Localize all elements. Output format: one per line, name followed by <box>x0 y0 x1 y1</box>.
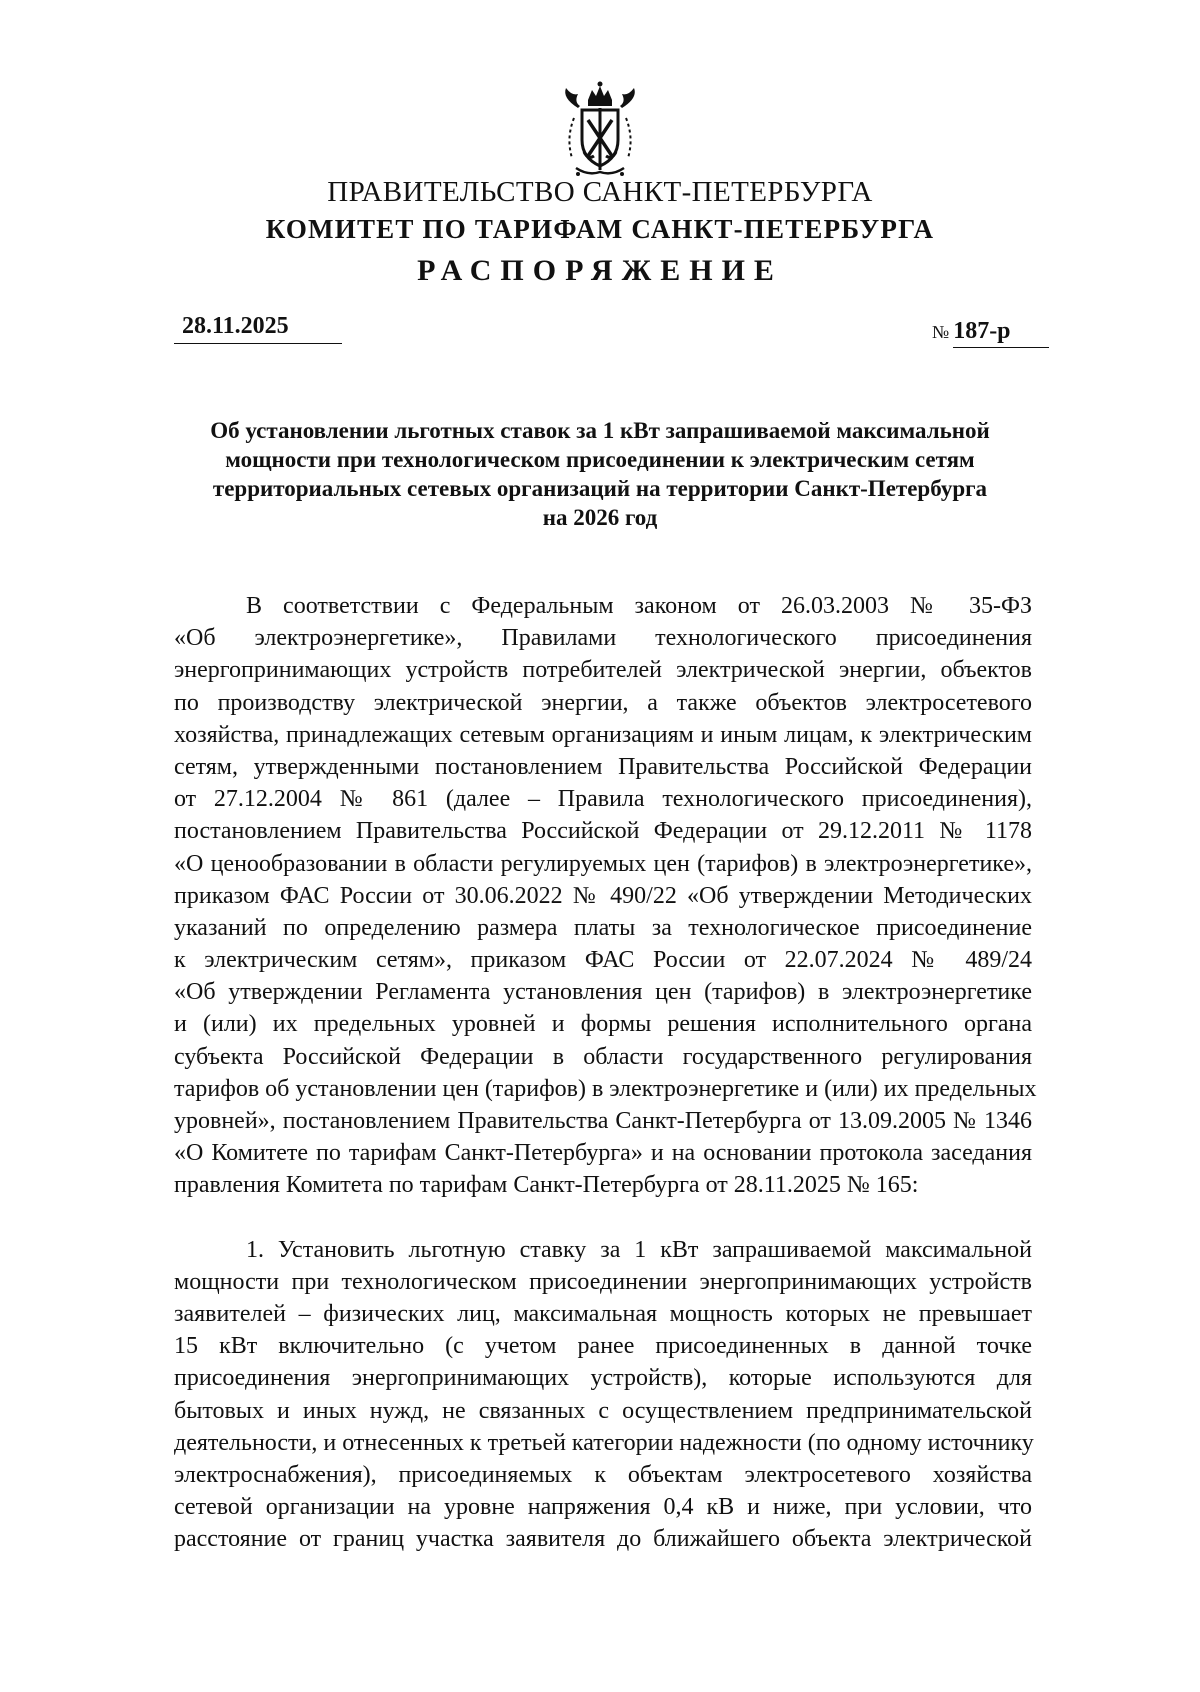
item1-line: деятельности, и отнесенных к третьей категории надежности (по одному источнику <box>174 1429 1034 1456</box>
item1-line: 1. Установить льготную ставку за 1 кВт запрашиваемой максимальной <box>246 1236 1032 1263</box>
preamble-line: указаний по определению размера платы за технологическое присоединение <box>174 914 1032 941</box>
preamble-line: по производству электрической энергии, а также объектов электросетевого <box>174 689 1032 716</box>
committee-name: КОМИТЕТ ПО ТАРИФАМ САНКТ-ПЕТЕРБУРГА <box>265 214 935 244</box>
preamble-line: правления Комитета по тарифам Санкт-Петербурга от 28.11.2025 № 165: <box>174 1172 919 1199</box>
st-petersburg-coat-of-arms-emblem <box>548 78 652 182</box>
preamble-line: В соответствии с Федеральным законом от 26.03.2003 № 35-ФЗ <box>246 593 1032 619</box>
preamble-line: хозяйства, принадлежащих сетевым организациям и иным лицам, к электрическим <box>174 721 1032 748</box>
item1-line: присоединения энергопринимающих устройств), которые используются для <box>174 1365 1032 1392</box>
preamble-line: к электрическим сетям», приказом ФАС России от 22.07.2024 № 489/24 <box>174 947 1032 974</box>
item1-line: расстояние от границ участка заявителя до ближайшего объекта электрической <box>174 1526 1032 1553</box>
item1-line: электроснабжения), присоединяемых к объектам электросетевого хозяйства <box>174 1461 1032 1488</box>
preamble-line: сетям, утвержденными постановлением Правительства Российской Федерации <box>174 753 1032 780</box>
preamble-line: от 27.12.2004 № 861 (далее – Правила технологического присоединения), <box>174 786 1032 813</box>
item1-line: бытовых и иных нужд, не связанных с осуществлением предпринимательской <box>174 1397 1032 1424</box>
number-sign: № <box>932 322 950 342</box>
preamble-line: энергопринимающих устройств потребителей электрической энергии, объектов <box>174 657 1032 684</box>
preamble-line: и (или) их предельных уровней и формы решения исполнительного органа <box>174 1011 1032 1038</box>
preamble-line: «О Комитете по тарифам Санкт-Петербурга» и на основании протокола заседания <box>174 1140 1032 1167</box>
preamble-line: субъекта Российской Федерации в области государственного регулирования <box>174 1043 1032 1070</box>
government-name: ПРАВИТЕЛЬСТВО САНКТ-ПЕТЕРБУРГА <box>327 176 873 208</box>
title-line: мощности при технологическом присоединении к электрическим сетям <box>225 447 975 472</box>
number-value: 187-р <box>953 318 1049 348</box>
document-body <box>174 590 1037 1555</box>
preamble-line: «Об электроэнергетике», Правилами технологического присоединения <box>174 625 1032 652</box>
item1-line: сетевой организации на уровне напряжения 0,4 кВ и ниже, при условии, что <box>174 1494 1032 1521</box>
preamble-line: «О ценообразовании в области регулируемых цен (тарифов) в электроэнергетике», <box>174 850 1032 877</box>
title-line: на 2026 год <box>542 505 658 530</box>
title-line: Об установлении льготных ставок за 1 кВт запрашиваемой максимальной <box>210 418 990 443</box>
preamble-line: тарифов об установлении цен (тарифов) в электроэнергетике и (или) их предельных <box>174 1075 1037 1102</box>
preamble-line: уровней», постановлением Правительства Санкт-Петербурга от 13.09.2005 № 1346 <box>174 1108 1032 1134</box>
document-title <box>200 416 1000 532</box>
preamble-line: «Об утверждении Регламента установления цен (тарифов) в электроэнергетике <box>174 979 1032 1006</box>
preamble-line: приказом ФАС России от 30.06.2022 № 490/22 «Об утверждении Методических <box>174 882 1032 909</box>
document-number <box>932 318 1049 348</box>
item1-line: мощности при технологическом присоединении энергопринимающих устройств <box>174 1268 1032 1295</box>
document-type: РАСПОРЯЖЕНИЕ <box>417 254 783 287</box>
preamble-line: постановлением Правительства Российской Федерации от 29.12.2011 № 1178 <box>174 818 1032 845</box>
title-line: территориальных сетевых организаций на территории Санкт-Петербурга <box>212 476 988 501</box>
item1-line: заявителей – физических лиц, максимальная мощность которых не превышает <box>174 1300 1032 1327</box>
paragraph-spacer <box>174 1202 1032 1234</box>
document-date: 28.11.2025 <box>174 313 342 344</box>
item1-line: 15 кВт включительно (с учетом ранее присоединенных в данной точке <box>174 1333 1032 1360</box>
